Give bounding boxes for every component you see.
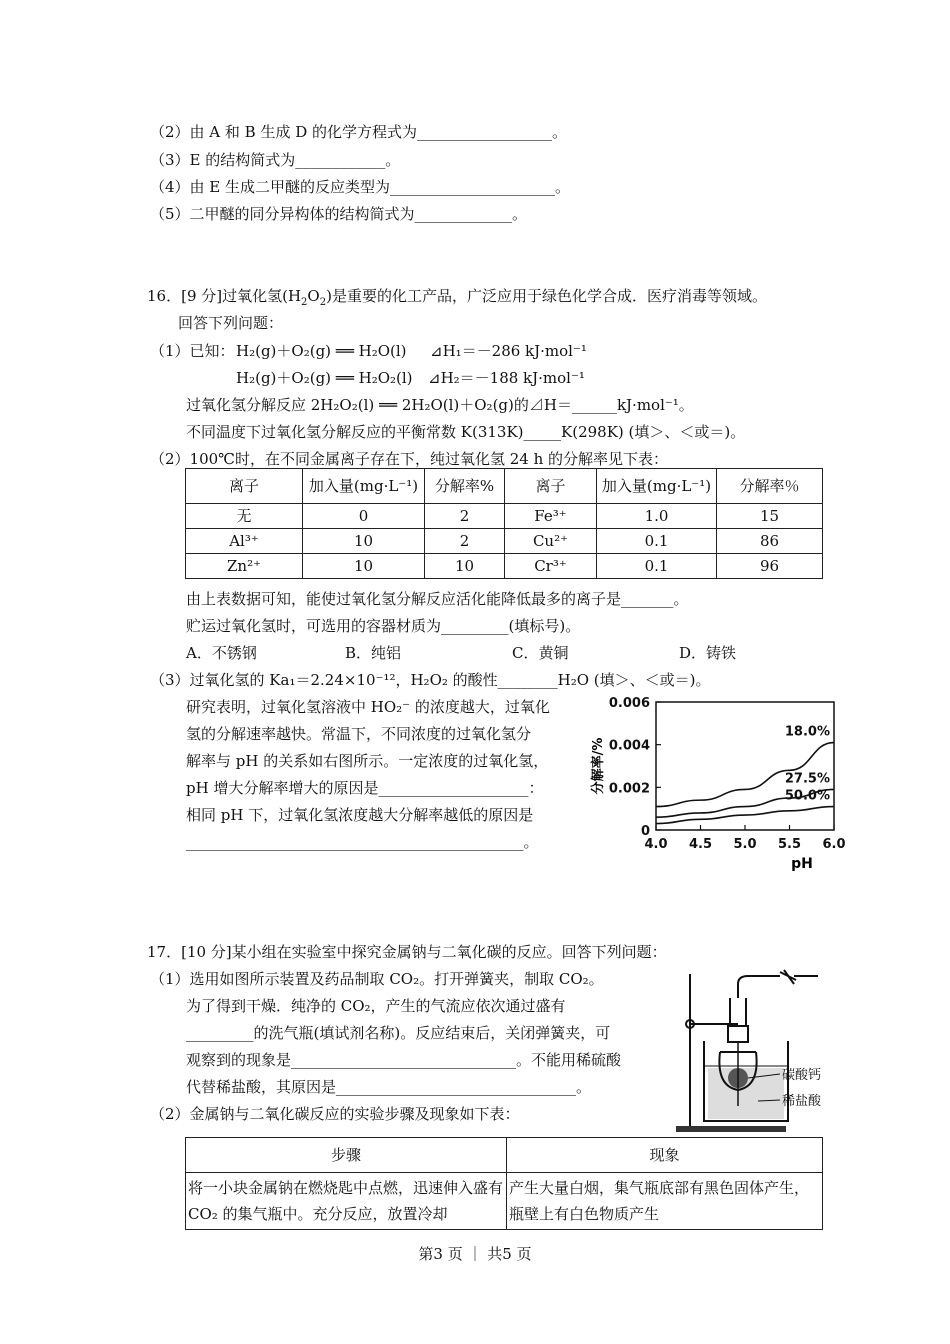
table-cell: 10 xyxy=(303,554,425,579)
table-cell: Fe³⁺ xyxy=(505,504,597,529)
q17-p1-line4: 观察到的现象是______________________________。不能用稀硫酸 xyxy=(186,1051,622,1069)
table-cell: 0 xyxy=(303,504,425,529)
q15-part3: （3）E 的结构简式为____________。 xyxy=(150,151,401,169)
option-b: B．纯铝 xyxy=(345,644,402,662)
table-header-cell: 离子 xyxy=(186,469,303,504)
q16-p3-line2: 研究表明，过氧化氢溶液中 HO₂⁻ 的浓度越大，过氧化 xyxy=(186,698,550,716)
ion-decomposition-table xyxy=(185,468,823,579)
table-row xyxy=(186,504,823,529)
table-header-cell: 分解率% xyxy=(425,469,505,504)
table-cell-phenomenon: 产生大量白烟，集气瓶底部有黑色固体产生，瓶壁上有白色物质产生 xyxy=(507,1173,823,1230)
option-c: C．黄铜 xyxy=(512,644,569,662)
series-label: 50.0% xyxy=(784,788,830,804)
table-cell: Cu²⁺ xyxy=(505,529,597,554)
q16-heading: 16．[9 分]过氧化氢$(H_2O_2)$是重要的化工产品，广泛应用于绿色化学合成．医疗消毒等领域。 xyxy=(147,287,767,308)
table-cell: 2 xyxy=(425,504,505,529)
option-d: D．铸铁 xyxy=(679,644,737,662)
gas-outlet xyxy=(738,970,818,998)
page-footer: 第3 页 ｜ 共5 页 xyxy=(418,1245,532,1263)
table-cell: 0.1 xyxy=(597,554,717,579)
q16-p1-line4: 不同温度下过氧化氢分解反应的平衡常数 K(313K)_____K(298K) (填＞、＜或＝)。 xyxy=(186,423,746,441)
q16-eq1: H₂(g)＋O₂(g) ══ H₂O(l) xyxy=(236,342,407,360)
x-tick-label: 4.0 xyxy=(644,837,668,852)
x-axis-label: pH xyxy=(791,856,813,872)
y-tick-label: 0.006 xyxy=(608,696,650,711)
table-cell: 10 xyxy=(303,529,425,554)
q16-p1-lead: （1）已知： xyxy=(150,342,235,360)
table-cell: Al³⁺ xyxy=(186,529,303,554)
q17-p2-lead: （2）金属钠与二氧化碳反应的实验步骤及现象如下表： xyxy=(150,1105,520,1123)
co2-apparatus-diagram xyxy=(668,966,838,1142)
x-tick-label: 4.5 xyxy=(688,837,713,852)
table-cell: 10 xyxy=(425,554,505,579)
table-header-cell: 加入量(mg·L⁻¹) xyxy=(303,469,425,504)
option-a: A．不锈钢 xyxy=(186,644,257,662)
table-header-cell: 步骤 xyxy=(186,1138,507,1173)
q17-p1-line5: 代替稀盐酸，其原因是________________________________。 xyxy=(186,1078,592,1096)
q16-p3-line1: （3）过氧化氢的 Ka₁＝2.24×10⁻¹²，H₂O₂ 的酸性________H₂O (填＞、＜或＝)。 xyxy=(150,671,711,689)
q17-p1-line2: 为了得到干燥．纯净的 CO₂，产生的气流应依次通过盛有 xyxy=(186,997,566,1015)
table-header-cell: 离子 xyxy=(505,469,597,504)
series-label: 18.0% xyxy=(784,724,830,740)
x-tick-label: 5.0 xyxy=(733,837,757,852)
table-cell: 86 xyxy=(717,529,823,554)
q16-p2-after1: 由上表数据可知，能使过氧化氢分解反应活化能降低最多的离子是_______。 xyxy=(186,590,689,608)
calcium-carbonate-label: 碳酸钙 xyxy=(782,1068,822,1083)
table-cell: 1.0 xyxy=(597,504,717,529)
table-row xyxy=(186,1173,823,1230)
table-header-cell: 加入量(mg·L⁻¹) xyxy=(597,469,717,504)
q15-part2: （2）由 A 和 B 生成 D 的化学方程式为__________________。 xyxy=(150,123,568,141)
y-tick-label: 0 xyxy=(640,824,650,839)
table-row xyxy=(186,529,823,554)
q17-heading: 17．[10 分]某小组在实验室中探究金属钠与二氧化碳的反应。回答下列问题： xyxy=(147,943,667,961)
sodium-co2-table xyxy=(185,1137,823,1230)
table-cell: 96 xyxy=(717,554,823,579)
table-header-row xyxy=(186,1138,823,1173)
table-cell: Zn²⁺ xyxy=(186,554,303,579)
dilute-hcl-label: 稀盐酸 xyxy=(782,1094,822,1109)
x-tick-label: 6.0 xyxy=(822,837,846,852)
table-cell: 2 xyxy=(425,529,505,554)
q16-eq2: H₂(g)＋O₂(g) ══ H₂O₂(l) xyxy=(236,369,413,387)
q17-p1-line1: （1）选用如图所示装置及药品制取 CO₂。打开弹簧夹，制取 CO₂。 xyxy=(150,970,604,988)
table-header-cell: 现象 xyxy=(507,1138,823,1173)
q16-heading-2: 回答下列问题： xyxy=(178,314,284,332)
y-axis-label: 分解率/% xyxy=(591,737,606,795)
table-cell: 无 xyxy=(186,504,303,529)
q15-part5: （5）二甲醚的同分异构体的结构简式为_____________。 xyxy=(150,205,528,223)
ph-decomposition-chart xyxy=(588,688,846,877)
series-label: 27.5% xyxy=(784,771,830,787)
q16-p3-line3: 氢的分解速率越快。常温下，不同浓度的过氧化氢分 xyxy=(186,725,532,743)
q16-p2-after2: 贮运过氧化氢时，可选用的容器材质为_________(填标号)。 xyxy=(186,617,581,635)
y-tick-label: 0.004 xyxy=(608,738,650,754)
q16-dh2: ⊿H₂＝－188 kJ·mol⁻¹ xyxy=(428,369,585,387)
q16-p3-line5: pH 增大分解率增大的原因是____________________： xyxy=(186,779,544,797)
q16-p3-line7: _____________________________________________。 xyxy=(186,833,539,851)
table-cell-step: 将一小块金属钠在燃烧匙中点燃，迅速伸入盛有 CO₂ 的集气瓶中。充分反应，放置冷却 xyxy=(186,1173,507,1230)
plot-frame xyxy=(656,702,834,830)
table-cell: 0.1 xyxy=(597,529,717,554)
table-cell: 15 xyxy=(717,504,823,529)
q17-p1-line3: _________的洗气瓶(填试剂名称)。反应结束后，关闭弹簧夹，可 xyxy=(186,1024,611,1042)
x-tick-label: 5.5 xyxy=(777,837,802,852)
table-header-cell: 分解率％ xyxy=(717,469,823,504)
q16-p3-line4: 解率与 pH 的关系如右图所示。一定浓度的过氧化氢， xyxy=(186,752,549,770)
q16-p3-line6: 相同 pH 下，过氧化氢浓度越大分解率越低的原因是 xyxy=(186,806,534,824)
q16-p2-lead: （2）100℃时，在不同金属离子存在下，纯过氧化氢 24 h 的分解率见下表： xyxy=(150,450,669,468)
table-row xyxy=(186,554,823,579)
table-cell: Cr³⁺ xyxy=(505,554,597,579)
q16-dh1: ⊿H₁＝－286 kJ·mol⁻¹ xyxy=(430,342,587,360)
table-header-row xyxy=(186,469,823,504)
y-tick-label: 0.002 xyxy=(608,781,650,797)
q16-p1-line3: 过氧化氢分解反应 2H₂O₂(l) ══ 2H₂O(l)＋O₂(g)的⊿H＝______kJ·mol⁻¹。 xyxy=(186,396,694,414)
q15-part4: （4）由 E 生成二甲醚的反应类型为______________________。 xyxy=(150,178,571,196)
